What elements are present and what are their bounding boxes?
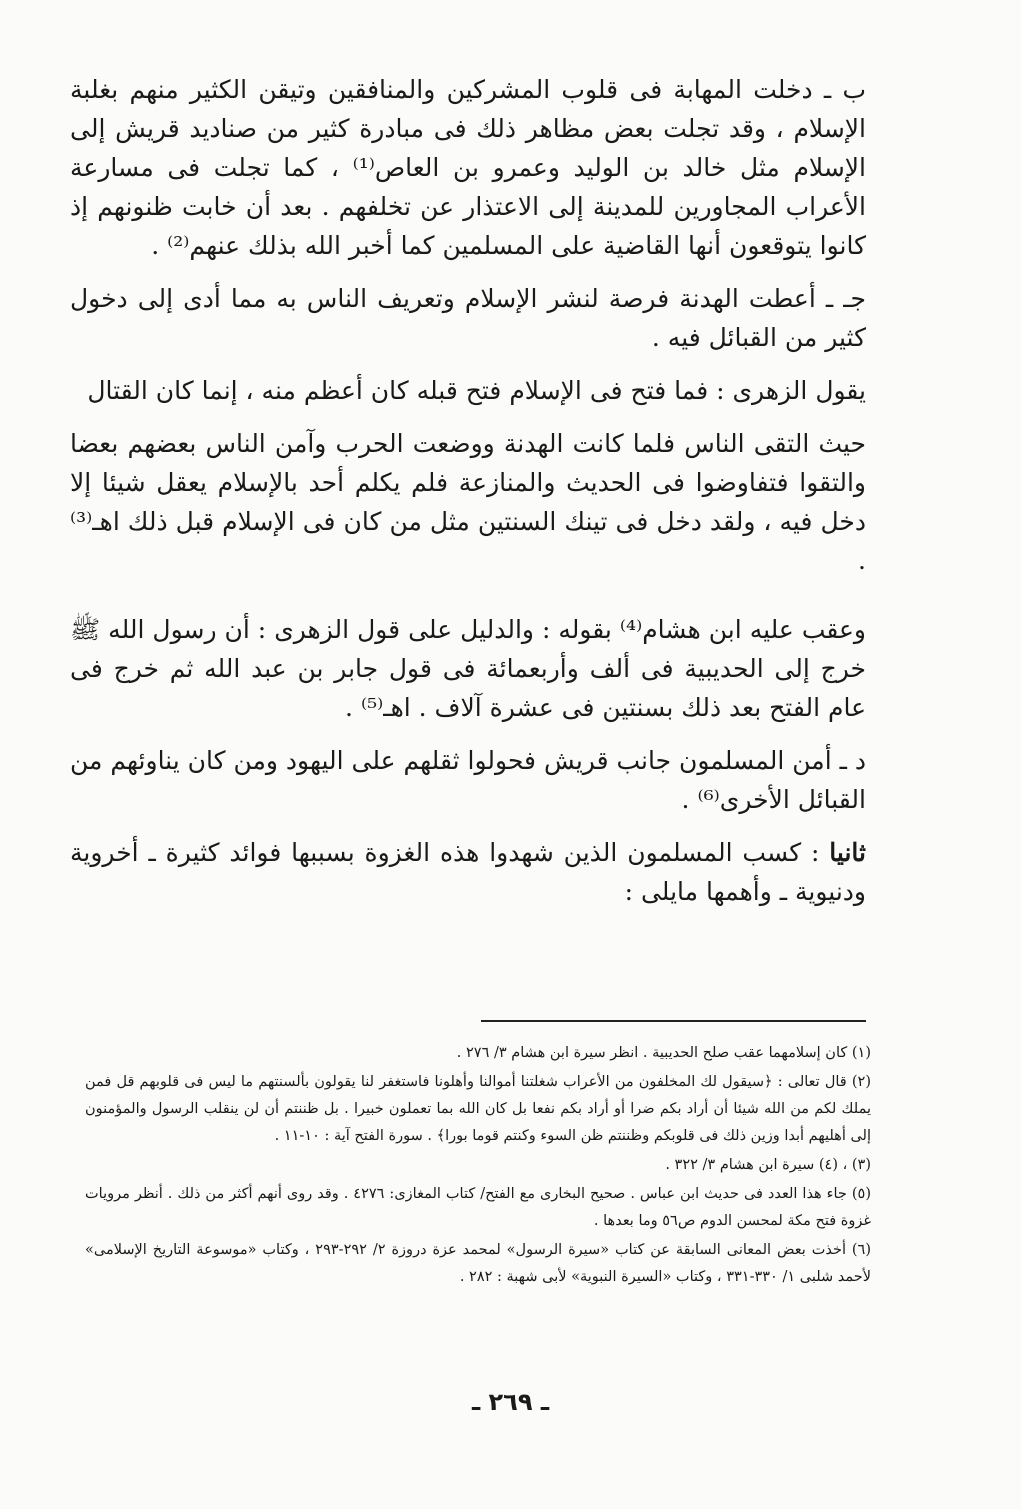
- paragraph-secondly: [70, 833, 866, 911]
- paragraph-text: حيث التقى الناس فلما كانت الهدنة ووضعت الحرب وآمن الناس بعضهم بعضا والتقوا فتفاوضوا فى الحديث والمنازعة فلم يكلم أحد بالإسلام يعقل شيئا إلا دخل فيه ، ولقد دخل فى تينك السنتين مثل من كان فى الإسلام قبل ذلك اهـ⁽³⁾ .: [70, 429, 866, 575]
- paragraph-jim: [70, 279, 866, 357]
- footnote-1: (١) كان إسلامهما عقب صلح الحديبية . انظر سيرة ابن هشام ٣/ ٢٧٦ .: [456, 1045, 871, 1061]
- paragraph-ba: [70, 70, 866, 265]
- section-label: ثانيا: [829, 838, 866, 867]
- footnote-divider: [481, 1020, 866, 1022]
- footnote-3-4: (٣) ، (٤) سيرة ابن هشام ٣/ ٣٢٢ .: [665, 1157, 871, 1173]
- paragraph-text: يقول الزهرى : فما فتح فى الإسلام فتح قبله كان أعظم منه ، إنما كان القتال: [87, 376, 866, 405]
- paragraph-zuhri-continued: [70, 424, 866, 580]
- footnote-5: (٥) جاء هذا العدد فى حديث ابن عباس . صحيح البخارى مع الفتح/ كتاب المغازى: ٤٢٧٦ . وقد روى أنهم أكثر من ذلك . أنظر مرويات غزوة فتح مكة لمحسن الدوم ص٥٦ وما بعدها .: [85, 1186, 871, 1229]
- paragraph-text: ب ـ دخلت المهابة فى قلوب المشركين والمنافقين وتيقن الكثير منهم بغلبة الإسلام ، وقد تجلت بعض مظاهر ذلك فى مبادرة كثير من صناديد قريش إلى الإسلام مثل خالد بن الوليد وعمرو بن العاص⁽¹⁾ ، كما تجلت فى مسارعة الأعراب المجاورين للمدينة إلى الاعتذار عن تخلفهم . بعد أن خابت ظنونهم إذ كانوا يتوقعون أنها القاضية على المسلمين كما أخبر الله بذلك عنهم⁽²⁾ .: [70, 75, 866, 260]
- footnote-2: (٢) قال تعالى : ﴿سيقول لك المخلفون من الأعراب شغلتنا أموالنا وأهلونا فاستغفر لنا يقولون بألسنتهم ما ليس فى قلوبهم قل فمن يملك لكم من الله شيئا أن أراد بكم ضرا أو أراد بكم نفعا بل كان الله بما تعملون خبيرا . بل ظننتم أن لن ينقلب الرسول والمؤمنون إلى أهليهم أبدا وزين ذلك فى قلوبكم وظننتم ظن السوء وكنتم قوما بورا﴾ . سورة الفتح آية : ١٠-١١ .: [85, 1074, 871, 1144]
- paragraph-zuhri-quote: [70, 371, 866, 410]
- paragraph-text: : كسب المسلمون الذين شهدوا هذه الغزوة بسببها فوائد كثيرة ـ أخروية ودنيوية ـ وأهمها مايلى :: [70, 838, 866, 906]
- paragraph-text: د ـ أمن المسلمون جانب قريش فحولوا ثقلهم على اليهود ومن كان يناوئهم من القبائل الأخرى⁽⁶⁾ .: [70, 746, 866, 814]
- paragraph-text: جـ ـ أعطت الهدنة فرصة لنشر الإسلام وتعريف الناس به مما أدى إلى دخول كثير من القبائل فيه .: [70, 284, 866, 352]
- footnotes: [85, 1040, 871, 1293]
- page-number: ـ ٢٦٩ ـ: [471, 1388, 550, 1416]
- main-text: [70, 70, 866, 925]
- paragraph-text: وعقب عليه ابن هشام⁽⁴⁾ بقوله : والدليل على قول الزهرى : أن رسول الله ﷺ خرج إلى الحديبية فى ألف وأربعمائة فى قول جابر بن عبد الله ثم خرج فى عام الفتح بعد ذلك بسنتين فى عشرة آلاف . اهـ⁽⁵⁾ .: [70, 615, 866, 722]
- paragraph-dal: [70, 741, 866, 819]
- footnote-6: (٦) أخذت بعض المعانى السابقة عن كتاب «سيرة الرسول» لمحمد عزة دروزة ٢/ ٢٩٢-٢٩٣ ، وكتاب «موسوعة التاريخ الإسلامى» لأحمد شلبى ١/ ٣٣٠-٣٣١ ، وكتاب «السيرة النبوية» لأبى شهبة : ٢٨٢ .: [85, 1242, 872, 1285]
- paragraph-ibn-hisham: [70, 610, 866, 727]
